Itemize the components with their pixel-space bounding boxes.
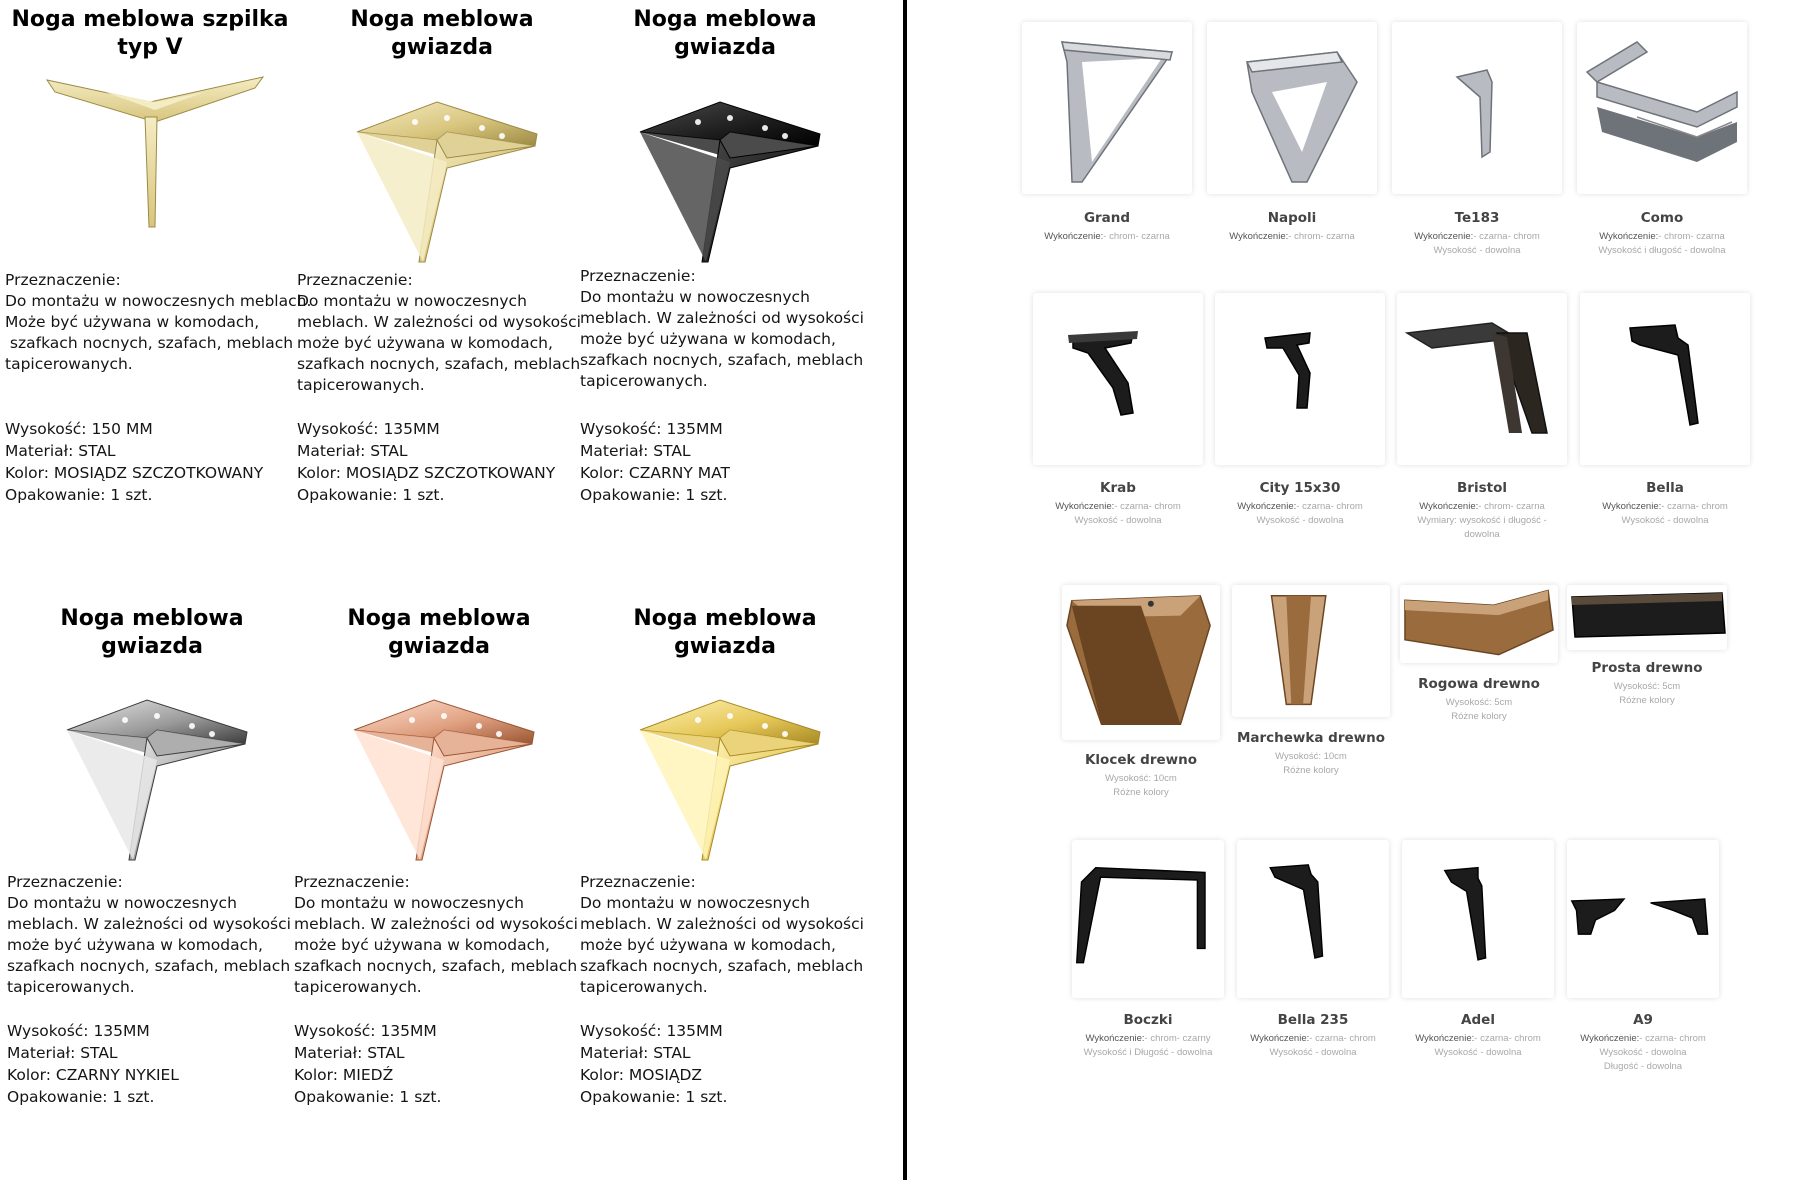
detail-value: Wysokość i Długość - dowolna <box>1083 1047 1213 1058</box>
catalog-item-name[interactable]: Como <box>1640 210 1684 226</box>
catalog-item-name[interactable]: Napoli <box>1267 210 1317 226</box>
purpose-line: może być używana w komodach, <box>7 936 263 954</box>
spec-color: Kolor: CZARNY MAT <box>580 464 730 482</box>
spec-color: Kolor: MIEDŹ <box>294 1066 394 1084</box>
purpose-line: Może być używana w komodach, <box>5 313 260 331</box>
purpose-line: Do montażu w nowoczesnych <box>294 894 524 912</box>
detail-value: dowolna <box>1464 529 1500 540</box>
detail-value: - chrom- czarna <box>1478 501 1545 512</box>
spec-height: Wysokość: 135MM <box>580 1022 723 1040</box>
catalog-item-name[interactable]: Te183 <box>1454 210 1500 226</box>
detail-value: - czarna- chrom <box>1114 501 1181 512</box>
product-sheet <box>580 605 870 1106</box>
detail-value: Różne kolory <box>1283 765 1339 776</box>
product-title-line: typ V <box>117 35 183 60</box>
spec-color: Kolor: MOSIĄDZ SZCZOTKOWANY <box>297 464 556 482</box>
detail-value: Różne kolory <box>1451 711 1507 722</box>
catalog-item-name[interactable]: City 15x30 <box>1259 480 1341 496</box>
detail-value: Wysokość - dowolna <box>1433 245 1521 256</box>
catalog-item-detail <box>1023 514 1213 528</box>
product-title-line: Noga meblowa szpilka <box>11 7 289 32</box>
product-title-line: Noga meblowa gwiazda <box>633 7 817 60</box>
purpose-label: Przeznaczenie: <box>297 271 413 289</box>
purpose-line: meblach. W zależności od wysokości <box>297 313 581 331</box>
catalog-item-detail <box>1390 710 1568 724</box>
black-angled-leg-icon <box>1215 293 1385 465</box>
chrome-slim-leg-icon <box>1392 22 1562 194</box>
catalog-item-detail <box>1382 230 1572 244</box>
product-title-line: Noga meblowa gwiazda <box>60 606 244 659</box>
detail-value: - czarna- chrom <box>1296 501 1363 512</box>
product-purpose <box>7 872 297 998</box>
purpose-line: szafkach nocnych, szafach, meblach <box>580 957 864 975</box>
product-sheet <box>294 605 584 1106</box>
detail-value: Różne kolory <box>1619 695 1675 706</box>
product-purpose <box>297 270 587 396</box>
product-sheet <box>7 605 297 1106</box>
spec-package: Opakowanie: 1 szt. <box>297 486 445 504</box>
spec-color: Kolor: MOSIĄDZ SZCZOTKOWANY <box>5 464 264 482</box>
spec-height: Wysokość: 135MM <box>580 420 723 438</box>
detail-label: Wykończenie: <box>1580 1033 1640 1044</box>
catalog-item-detail <box>1390 696 1568 710</box>
spec-color: Kolor: CZARNY NYKIEL <box>7 1066 179 1084</box>
purpose-line: może być używana w komodach, <box>294 936 550 954</box>
detail-value: - czarna- chrom <box>1309 1033 1376 1044</box>
black-sabre-leg-icon <box>1237 840 1389 998</box>
product-purpose <box>580 872 870 998</box>
furniture-leg-star-icon <box>297 62 587 267</box>
spec-package: Opakowanie: 1 szt. <box>5 486 153 504</box>
spec-package: Opakowanie: 1 szt. <box>580 486 728 504</box>
detail-value: Wysokość - dowolna <box>1269 1047 1357 1058</box>
catalog-item-name[interactable]: Rogowa drewno <box>1418 676 1540 692</box>
purpose-line: meblach. W zależności od wysokości <box>7 915 291 933</box>
purpose-line: meblach. W zależności od wysokości <box>580 915 864 933</box>
catalog-item-name[interactable]: Krab <box>1100 480 1136 496</box>
purpose-line: szafkach nocnych, szafach, meblach <box>580 351 864 369</box>
purpose-line: Do montażu w nowoczesnych <box>297 292 527 310</box>
detail-label: Wykończenie: <box>1414 231 1474 242</box>
catalog-item-detail <box>1062 1032 1234 1046</box>
catalog-item-detail <box>1387 500 1577 514</box>
detail-value: Wysokość: 10cm <box>1105 773 1177 784</box>
product-purpose <box>580 266 870 392</box>
detail-value: - chrom- czarna <box>1288 231 1355 242</box>
chrome-wide-leg-icon <box>1207 22 1377 194</box>
catalog-item-detail <box>1222 764 1400 778</box>
purpose-label: Przeznaczenie: <box>580 873 696 891</box>
spec-material: Materiał: STAL <box>297 442 408 460</box>
furniture-leg-star-icon <box>7 660 297 865</box>
detail-value: Wysokość - dowolna <box>1599 1047 1687 1058</box>
detail-value: Wysokość i długość - dowolna <box>1598 245 1726 256</box>
spec-material: Materiał: STAL <box>7 1044 118 1062</box>
purpose-label: Przeznaczenie: <box>294 873 410 891</box>
detail-value: Wysokość: 5cm <box>1445 697 1513 708</box>
wood-straight-leg-icon <box>1567 585 1727 650</box>
furniture-leg-v-icon <box>5 62 295 267</box>
catalog-item-detail <box>1557 1060 1729 1074</box>
product-sheet <box>580 6 870 504</box>
furniture-leg-star-icon <box>580 62 870 267</box>
catalog-item-name[interactable]: Marchewka drewno <box>1236 730 1386 746</box>
spec-height: Wysokość: 135MM <box>294 1022 437 1040</box>
chrome-bracket-leg-icon <box>1022 22 1192 194</box>
purpose-line: tapicerowanych. <box>7 978 135 996</box>
spec-material: Materiał: STAL <box>294 1044 405 1062</box>
purpose-line: szafkach nocnych, szafach, meblach <box>294 957 578 975</box>
purpose-line: może być używana w komodach, <box>580 330 836 348</box>
product-specs <box>294 1020 594 1108</box>
catalog-item-detail <box>1023 500 1213 514</box>
chrome-frame-leg-icon <box>1577 22 1747 194</box>
catalog-item-name[interactable]: Bella 235 <box>1277 1012 1349 1028</box>
catalog-item-name[interactable]: Grand <box>1083 210 1131 226</box>
catalog-item-detail <box>1557 1046 1729 1060</box>
product-title <box>7 605 297 661</box>
detail-value: Długość - dowolna <box>1603 1061 1683 1072</box>
wood-corner-leg-icon <box>1400 585 1558 663</box>
detail-value: Wysokość: 10cm <box>1275 751 1347 762</box>
spec-material: Materiał: STAL <box>580 442 691 460</box>
product-title <box>297 6 587 62</box>
panel-divider <box>903 0 907 1180</box>
catalog-item-detail <box>1012 230 1202 244</box>
purpose-line: meblach. W zależności od wysokości <box>294 915 578 933</box>
detail-value: - czarna- chrom <box>1474 1033 1541 1044</box>
purpose-line: Do montażu w nowoczesnych <box>7 894 237 912</box>
product-specs <box>297 418 597 506</box>
catalog-item-detail <box>1222 750 1400 764</box>
product-sheet <box>297 6 587 504</box>
detail-value: - czarna- chrom <box>1473 231 1540 242</box>
catalog-item-name[interactable]: Boczki <box>1123 1012 1173 1028</box>
wood-cone-leg-icon <box>1232 585 1390 717</box>
purpose-line: Do montażu w nowoczesnych <box>580 288 810 306</box>
catalog-item-name[interactable]: Adel <box>1461 1012 1495 1028</box>
spec-height: Wysokość: 150 MM <box>5 420 153 438</box>
detail-value: Wysokość - dowolna <box>1434 1047 1522 1058</box>
detail-label: Wykończenie: <box>1229 231 1289 242</box>
catalog-item-detail <box>1052 772 1230 786</box>
detail-label: Wykończenie: <box>1250 1033 1310 1044</box>
catalog-item-detail <box>1205 514 1395 528</box>
catalog-item-detail <box>1227 1046 1399 1060</box>
product-specs <box>580 1020 880 1108</box>
purpose-line: tapicerowanych. <box>297 376 425 394</box>
purpose-line: może być używana w komodach, <box>297 334 553 352</box>
catalog-item-detail <box>1567 230 1757 244</box>
catalog-item-detail <box>1052 786 1230 800</box>
detail-label: Wykończenie: <box>1415 1033 1475 1044</box>
catalog-item-detail <box>1227 1032 1399 1046</box>
black-bracket-pair-icon <box>1567 840 1719 998</box>
detail-label: Wykończenie: <box>1085 1033 1145 1044</box>
purpose-line: tapicerowanych. <box>580 372 708 390</box>
catalog-item-detail <box>1567 244 1757 258</box>
catalog-item-detail <box>1387 514 1577 528</box>
detail-value: Wysokość - dowolna <box>1256 515 1344 526</box>
purpose-line: może być używana w komodach, <box>580 936 836 954</box>
product-sheet <box>5 6 312 504</box>
spec-package: Opakowanie: 1 szt. <box>294 1088 442 1106</box>
catalog-item-detail <box>1382 244 1572 258</box>
detail-value: - czarna- chrom <box>1661 501 1728 512</box>
catalog-item-name[interactable]: Bella <box>1646 480 1684 496</box>
detail-value: Wysokość: 5cm <box>1613 681 1681 692</box>
catalog-item-detail <box>1557 1032 1729 1046</box>
detail-value: Różne kolory <box>1113 787 1169 798</box>
furniture-leg-star-icon <box>294 660 584 865</box>
purpose-line: Do montażu w nowoczesnych <box>580 894 810 912</box>
catalog-item-detail <box>1387 528 1577 542</box>
detail-value: Wysokość - dowolna <box>1621 515 1709 526</box>
spec-material: Materiał: STAL <box>5 442 116 460</box>
catalog-item-detail <box>1570 500 1760 514</box>
black-side-frame-leg-icon <box>1072 840 1224 998</box>
product-title <box>294 605 584 661</box>
detail-value: Wysokość - dowolna <box>1074 515 1162 526</box>
catalog-item-detail <box>1062 1046 1234 1060</box>
spec-package: Opakowanie: 1 szt. <box>7 1088 155 1106</box>
product-title-line: Noga meblowa gwiazda <box>633 606 817 659</box>
purpose-line: tapicerowanych. <box>294 978 422 996</box>
purpose-label: Przeznaczenie: <box>7 873 123 891</box>
purpose-label: Przeznaczenie: <box>5 271 121 289</box>
spec-package: Opakowanie: 1 szt. <box>580 1088 728 1106</box>
product-purpose <box>294 872 584 998</box>
purpose-line: tapicerowanych. <box>5 355 133 373</box>
detail-value: Wymiary: wysokość i długość - <box>1417 515 1547 526</box>
product-purpose <box>5 270 312 375</box>
product-title <box>580 6 870 62</box>
catalog-item-name[interactable]: Prosta drewno <box>1591 660 1703 676</box>
detail-label: Wykończenie: <box>1602 501 1662 512</box>
detail-label: Wykończenie: <box>1419 501 1479 512</box>
furniture-leg-star-icon <box>580 660 870 865</box>
catalog-item-detail <box>1392 1032 1564 1046</box>
purpose-line: szafkach nocnych, szafach, meblach <box>5 334 294 352</box>
spec-height: Wysokość: 135MM <box>7 1022 150 1040</box>
product-title-line: Noga meblowa gwiazda <box>350 7 534 60</box>
detail-label: Wykończenie: <box>1237 501 1297 512</box>
product-title <box>580 605 870 661</box>
purpose-line: Do montażu w nowoczesnych meblach. <box>5 292 312 310</box>
catalog-item-detail <box>1392 1046 1564 1060</box>
spec-color: Kolor: MOSIĄDZ <box>580 1066 703 1084</box>
purpose-line: tapicerowanych. <box>580 978 708 996</box>
catalog-item-name[interactable]: Bristol <box>1457 480 1507 496</box>
product-title-line: Noga meblowa gwiazda <box>347 606 531 659</box>
black-bent-leg-icon <box>1402 840 1554 998</box>
catalog-item-detail <box>1557 680 1737 694</box>
detail-label: Wykończenie: <box>1055 501 1115 512</box>
detail-value: - czarna- chrom <box>1639 1033 1706 1044</box>
detail-label: Wykończenie: <box>1599 231 1659 242</box>
purpose-line: szafkach nocnych, szafach, meblach <box>7 957 291 975</box>
detail-value: - chrom- czarna <box>1103 231 1170 242</box>
black-curved-leg-icon <box>1033 293 1203 465</box>
spec-material: Materiał: STAL <box>580 1044 691 1062</box>
catalog-item-name[interactable]: Klocek drewno <box>1084 752 1198 768</box>
product-specs <box>580 418 880 506</box>
wood-block-leg-icon <box>1062 585 1220 740</box>
product-title <box>5 6 295 62</box>
product-specs <box>7 1020 307 1108</box>
purpose-line: meblach. W zależności od wysokości <box>580 309 864 327</box>
product-specs <box>5 418 305 506</box>
detail-value: - chrom- czarna <box>1658 231 1725 242</box>
catalog-item-detail <box>1570 514 1760 528</box>
detail-label: Wykończenie: <box>1044 231 1104 242</box>
catalog-item-name[interactable]: A9 <box>1633 1012 1653 1028</box>
black-tapered-leg-icon <box>1580 293 1750 465</box>
purpose-label: Przeznaczenie: <box>580 267 696 285</box>
dark-board-leg-icon <box>1397 293 1567 465</box>
purpose-line: szafkach nocnych, szafach, meblach <box>297 355 581 373</box>
catalog-item-detail <box>1197 230 1387 244</box>
detail-value: - chrom- czarny <box>1144 1033 1211 1044</box>
catalog-item-detail <box>1557 694 1737 708</box>
spec-height: Wysokość: 135MM <box>297 420 440 438</box>
catalog-item-detail <box>1205 500 1395 514</box>
